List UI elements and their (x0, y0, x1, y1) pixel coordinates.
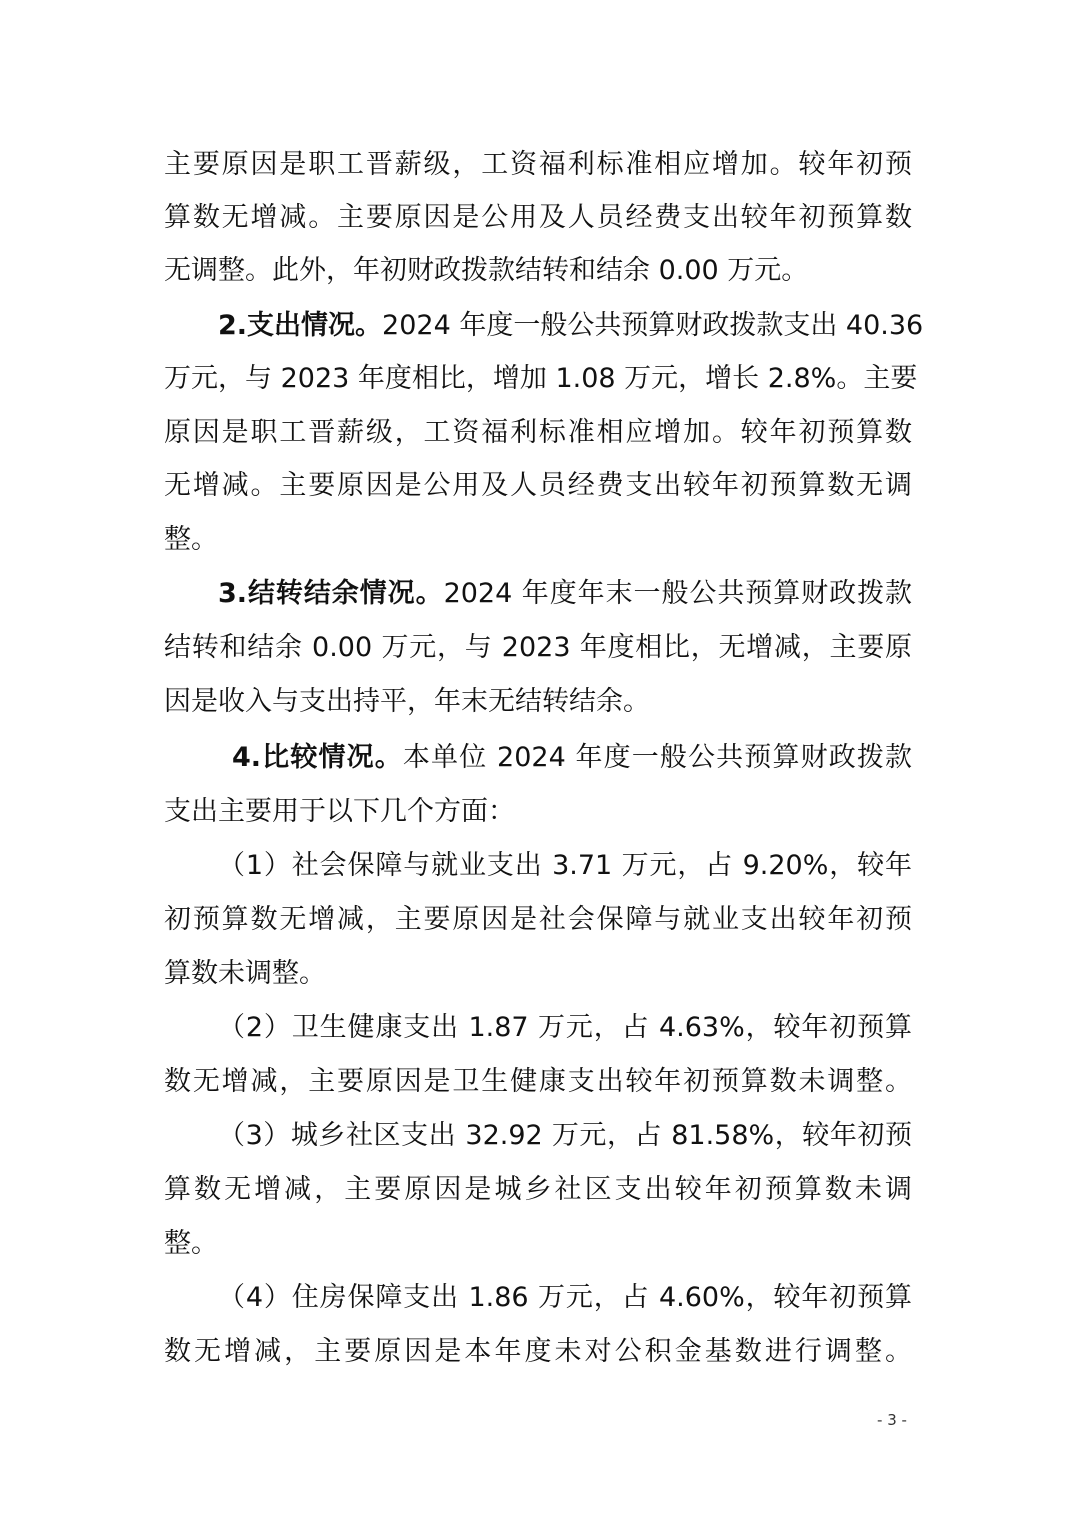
body-text-line: 算数无增减，主要原因是城乡社区支出较年初预算数未调 (164, 1174, 912, 1205)
body-text-line: 支出主要用于以下几个方面： (164, 796, 515, 827)
section-heading: 4.比较情况。 (232, 742, 403, 773)
body-text-line: 数无增减，主要原因是本年度未对公积金基数进行调整。 (164, 1336, 912, 1367)
body-text-line: 数无增减，主要原因是卫生健康支出较年初预算数未调整。 (164, 1066, 912, 1097)
body-text-line: 整。 (164, 524, 218, 555)
section-heading-line (218, 567, 912, 621)
section-heading: 2.支出情况。 (218, 310, 383, 341)
section-heading-line (232, 731, 912, 785)
list-item-line: （4）住房保障支出 1.86 万元，占 4.60%，较年初预算 (218, 1282, 912, 1313)
body-text-line: 主要原因是职工晋薪级，工资福利标准相应增加。较年初预 (164, 149, 912, 180)
body-text-line: 算数未调整。 (164, 958, 326, 989)
body-text-line: 结转和结余 0.00 万元，与 2023 年度相比，无增减，主要原 (164, 632, 912, 663)
list-item-line: （2）卫生健康支出 1.87 万元，占 4.63%，较年初预算 (218, 1012, 912, 1043)
body-text-line: 无增减。主要原因是公用及人员经费支出较年初预算数无调 (164, 470, 912, 501)
body-text: 2024 年度一般公共预算财政拨款支出 40.36 (382, 310, 924, 341)
body-text-line: 整。 (164, 1228, 218, 1259)
section-heading: 3.结转结余情况。 (218, 578, 444, 609)
body-text-line: 因是收入与支出持平，年末无结转结余。 (164, 686, 650, 717)
list-item-line: （1）社会保障与就业支出 3.71 万元，占 9.20%，较年 (218, 850, 912, 881)
page-number: - 3 - (877, 1411, 907, 1429)
body-text: 2024 年度年末一般公共预算财政拨款 (443, 578, 913, 609)
body-text-line: 万元，与 2023 年度相比，增加 1.08 万元，增长 2.8%。主要 (164, 363, 918, 394)
body-text-line: 原因是职工晋薪级，工资福利标准相应增加。较年初预算数 (164, 417, 912, 448)
body-text: 本单位 2024 年度一般公共预算财政拨款 (402, 742, 912, 773)
list-item-line: （3）城乡社区支出 32.92 万元，占 81.58%，较年初预 (218, 1120, 912, 1151)
body-text-line: 初预算数无增减，主要原因是社会保障与就业支出较年初预 (164, 904, 912, 935)
body-text-line: 算数无增减。主要原因是公用及人员经费支出较年初预算数 (164, 202, 912, 233)
body-text-line: 无调整。此外，年初财政拨款结转和结余 0.00 万元。 (164, 255, 809, 286)
section-heading-line (218, 299, 924, 353)
